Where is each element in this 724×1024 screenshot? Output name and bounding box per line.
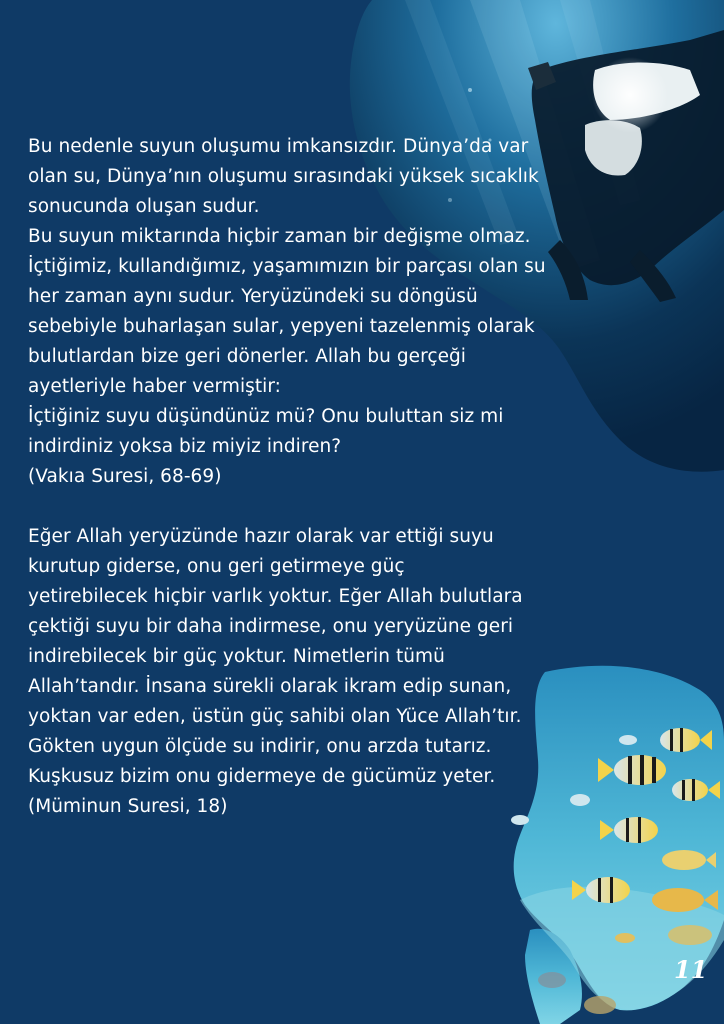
text-line: kurutup giderse, onu geri getirmeye güç bbox=[28, 556, 405, 577]
text-line: Eğer Allah yeryüzünde hazır olarak var ettiği suyu bbox=[28, 526, 494, 547]
text-line: Allah’tandır. İnsana sürekli olarak ikram edip sunan, bbox=[28, 676, 512, 697]
paragraph-2 bbox=[28, 522, 588, 822]
paragraph-gap bbox=[28, 492, 588, 522]
article-text bbox=[28, 132, 588, 822]
text-line: indirebilecek bir güç yoktur. Nimetlerin tümü bbox=[28, 646, 445, 667]
text-line: bulutlardan bize geri dönerler. Allah bu gerçeği bbox=[28, 346, 466, 367]
text-line: sonucunda oluşan sudur. bbox=[28, 196, 260, 217]
text-line: yoktan var eden, üstün güç sahibi olan Yüce Allah’tır. bbox=[28, 706, 522, 727]
verse-citation: (Vakıa Suresi, 68-69) bbox=[28, 466, 222, 487]
text-line: sebebiyle buharlaşan sular, yepyeni tazelenmiş olarak bbox=[28, 316, 535, 337]
text-line: çektiği suyu bir daha indirmese, onu yeryüzüne geri bbox=[28, 616, 514, 637]
text-line: olan su, Dünya’nın oluşumu sırasındaki yüksek sıcaklık bbox=[28, 166, 539, 187]
verse-line: İçtiğiniz suyu düşündünüz mü? Onu buluttan siz mi bbox=[28, 406, 504, 427]
fish-icon-8 bbox=[668, 925, 712, 945]
verse-line: Gökten uygun ölçüde su indirir, onu arzda tutarız. bbox=[28, 736, 492, 757]
verse-citation: (Müminun Suresi, 18) bbox=[28, 796, 228, 817]
verse-line: indirdiniz yoksa biz miyiz indiren? bbox=[28, 436, 342, 457]
text-line: Bu nedenle suyun oluşumu imkansızdır. Dünya’da var bbox=[28, 136, 529, 157]
text-line: Bu suyun miktarında hiçbir zaman bir değişme olmaz. bbox=[28, 226, 531, 247]
text-line: yetirebilecek hiçbir varlık yoktur. Eğer Allah bulutlara bbox=[28, 586, 523, 607]
text-line: her zaman aynı sudur. Yeryüzündeki su döngüsü bbox=[28, 286, 478, 307]
paragraph-1 bbox=[28, 132, 588, 492]
text-line: ayetleriyle haber vermiştir: bbox=[28, 376, 281, 397]
text-line: İçtiğimiz, kullandığımız, yaşamımızın bir parçası olan su bbox=[28, 256, 546, 277]
page-number: 11 bbox=[674, 955, 708, 984]
verse-line: Kuşkusuz bizim onu gidermeye de gücümüz yeter. bbox=[28, 766, 496, 787]
